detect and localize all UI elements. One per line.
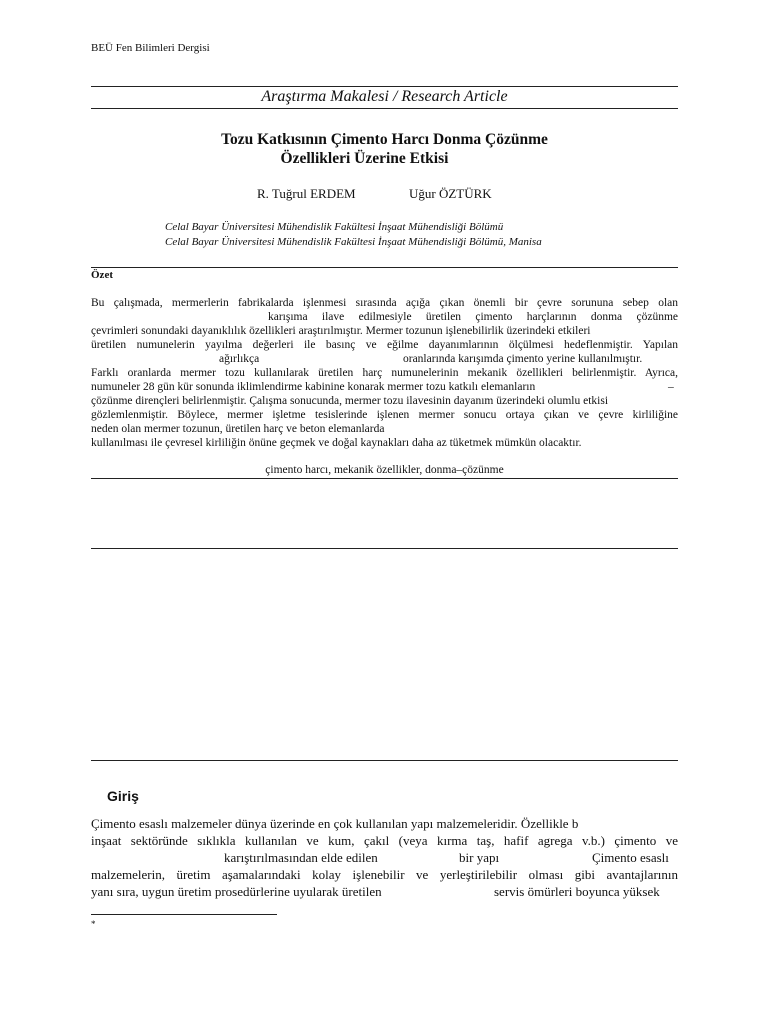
keywords: çimento harcı, mekanik özellikler, donma–çözünme bbox=[265, 464, 504, 476]
author-1: R. Tuğrul ERDEM bbox=[257, 186, 356, 201]
intro-line: servis ömürleri boyunca yüksek bbox=[494, 884, 660, 899]
header-rule-bottom bbox=[91, 108, 678, 109]
abstract-line: çözünme dirençleri belirlenmiştir. Çalışma sonucunda, mermer tozu ilavesinin dayanım üzerindeki olumlu etkisi bbox=[91, 395, 609, 407]
intro-line: inşaat sektöründe sıklıkla kullanılan ve kum, çakıl (veya kırma taş, hafif agrega v.b.) çimento ve bbox=[91, 833, 678, 848]
title-line-2: Özellikleri Üzerine Etkisi bbox=[280, 150, 449, 167]
paper-title bbox=[91, 130, 678, 168]
abstract-line: Bu çalışmada, mermerlerin fabrikalarda işlenmesi sırasında açığa çıkan önemli bir çevre sorununa sebep olan bbox=[91, 297, 678, 309]
abstract-line: oranlarında karışımda çimento yerine kullanılmıştır. bbox=[403, 353, 643, 365]
footnote-mark: * bbox=[91, 919, 96, 929]
intro-line: karıştırılmasından elde edilen bbox=[224, 850, 378, 865]
journal-name: BEÜ Fen Bilimleri Dergisi bbox=[91, 42, 210, 54]
abstract-line: gözlemlenmiştir. Böylece, mermer işletme tesislerinde işlenen mermer sonucu ortaya çıkan ve çevre kirliliğine bbox=[91, 409, 678, 421]
abstract-line: ağırlıkça bbox=[219, 353, 260, 365]
affiliation-1: Celal Bayar Üniversitesi Mühendislik Fakültesi İnşaat Mühendisliği Bölümü bbox=[165, 221, 504, 233]
abstract-line: Farklı oranlarda mermer tozu kullanılarak üretilen harç numunelerinin mekanik özellikleri belirlenmiştir. Ayrıca, bbox=[91, 367, 678, 379]
intro-line: bir yapı bbox=[459, 850, 500, 865]
abstract-line: neden olan mermer tozunun, üretilen harç ve beton elemanlarda bbox=[91, 423, 385, 435]
abstract-line: numuneler 28 gün kür sonunda iklimlendirme kabinine konarak mermer tozu katkılı elemanların bbox=[91, 381, 536, 393]
abstract-rule-bottom bbox=[91, 478, 678, 479]
abstract-line: kullanılması ile çevresel kirliliğin önüne geçmek ve doğal kaynakları daha az tüketmek mümkün olacaktır. bbox=[91, 437, 582, 449]
intro-line: Çimento esaslı bbox=[592, 850, 669, 865]
footnote-rule bbox=[91, 914, 277, 915]
header-rule-top bbox=[91, 86, 678, 87]
abstract-line: çevrimleri sonundaki dayanıklılık özellikleri araştırılmıştır. Mermer tozunun işlenebilirlik üzerindeki etkileri bbox=[91, 325, 591, 337]
author-2: Uğur ÖZTÜRK bbox=[409, 186, 492, 201]
intro-line: malzemelerin, üretim aşamalarındaki kolay işlenebilir ve yerleştirilebilir olması gibi avantajlarının bbox=[91, 867, 678, 882]
abstract-line: üretilen numunelerin yayılma değerleri ile basınç ve eğilme dayanımlarının ölçülmesi hedeflenmiştir. Yapılan bbox=[91, 339, 678, 351]
intro-line: Çimento esaslı malzemeler dünya üzerinde en çok kullanılan yapı malzemeleridir. Özellikle b bbox=[91, 816, 579, 831]
english-abstract-rule-top bbox=[91, 548, 678, 549]
abstract-rule-top bbox=[91, 267, 678, 268]
affiliation-2: Celal Bayar Üniversitesi Mühendislik Fakültesi İnşaat Mühendisliği Bölümü, Manisa bbox=[165, 236, 542, 248]
abstract-line: – bbox=[668, 381, 674, 393]
abstract-line: karışıma ilave edilmesiyle üretilen çimento harçlarının donma çözünme bbox=[268, 311, 678, 323]
article-type: Araştırma Makalesi / Research Article bbox=[261, 88, 508, 105]
english-abstract-rule-bottom bbox=[91, 760, 678, 761]
abstract-heading: Özet bbox=[91, 269, 113, 281]
section-heading-intro: Giriş bbox=[107, 788, 139, 804]
title-line-1: Tozu Katkısının Çimento Harcı Donma Çözünme bbox=[221, 131, 548, 148]
intro-line: yanı sıra, uygun üretim prosedürlerine uyularak üretilen bbox=[91, 884, 382, 899]
